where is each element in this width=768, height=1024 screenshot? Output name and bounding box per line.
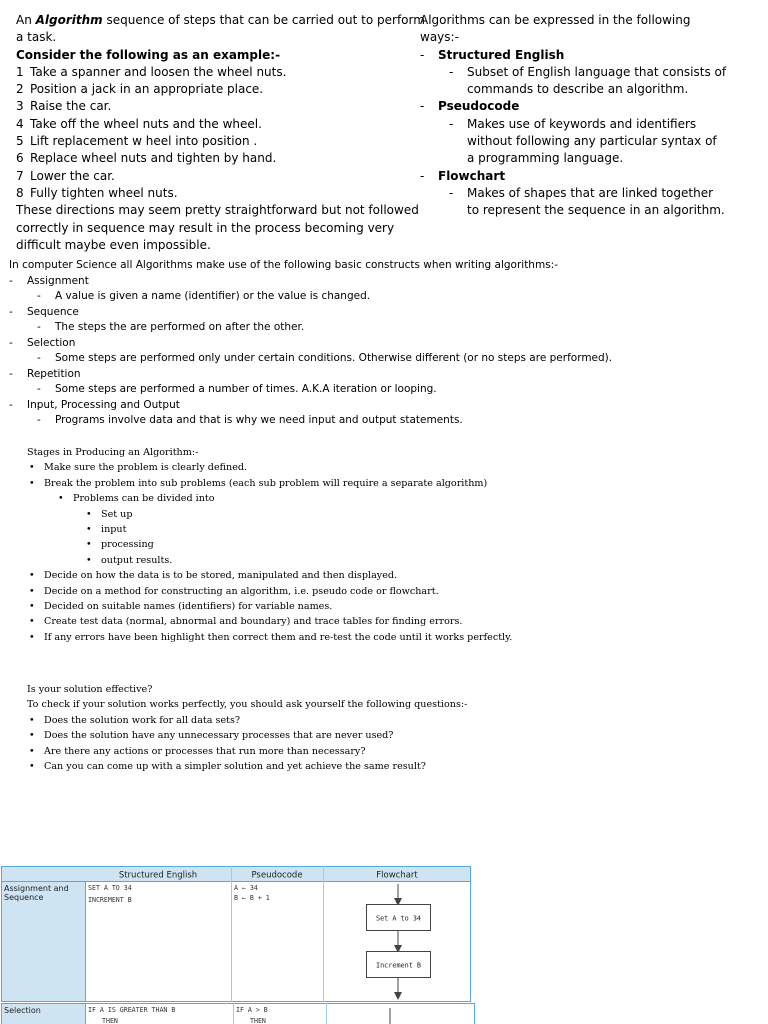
stage-subsubitem-text: output results. [101,554,173,566]
stage-item [27,584,747,599]
bullet-marker: • [29,570,35,582]
row1-label: Assignment and [4,884,69,893]
step-number: 8 [16,185,24,200]
question-text: Can you can come up with a simpler solution and yet achieve the same result? [44,761,426,773]
row1-pseudocode: A ← 34 [234,884,258,892]
way-desc-line [420,133,760,150]
intro-prefix: An [16,13,36,27]
dash-marker: - [9,336,13,349]
way-item [420,47,760,64]
stage-subsubitem-text: input [101,524,127,536]
way-desc-text: Subset of English language that consists of [467,64,727,79]
stage-item [27,630,747,645]
step-number: 4 [16,116,24,131]
dash-marker: - [420,47,425,62]
question-item [27,713,747,728]
construct-name: Selection [27,336,76,349]
question-text: Are there any actions or processes that run more than necessary? [44,745,366,757]
ways-heading-line2: ways:- [420,30,459,45]
bullet-marker: • [29,761,35,773]
intro-rest: sequence of steps that can be carried out to perform [102,13,425,27]
dash-marker: - [9,305,13,318]
construct-item [9,336,759,352]
intro-term-algorithm: Algorithm [35,13,103,27]
bullet-marker: • [29,585,35,597]
bullet-marker: • [29,462,35,474]
question-text: Does the solution work for all data sets? [44,714,241,726]
way-desc-text: a programming language. [467,151,624,166]
question-item [27,744,747,759]
construct-desc [9,351,759,367]
bullet-marker: • [29,477,35,489]
construct-desc-text: A value is given a name (identifier) or the value is changed. [55,290,371,302]
row1-structured-english: INCREMENT B [88,896,132,904]
way-desc-line [420,150,760,167]
step-text: Raise the car. [30,99,112,114]
row1-label: Sequence [4,893,44,902]
way-desc-text: Makes of shapes that are linked together [467,185,714,200]
way-desc-line [420,81,760,98]
header-flowchart: Flowchart [376,870,418,881]
step-text: Take off the wheel nuts and the wheel. [30,116,262,131]
example-step [16,81,416,98]
intro-continuation: a task. [16,30,57,45]
way-desc-text: commands to describe an algorithm. [467,82,689,97]
effective-heading: Is your solution effective? [27,684,153,695]
dash-marker: - [449,116,454,131]
bullet-marker: • [29,714,35,726]
expression-ways-column [420,12,760,220]
stage-subsubitem [27,507,747,522]
stage-text: Make sure the problem is clearly defined. [44,462,248,474]
example-step [16,150,416,167]
step-text: Position a jack in an appropriate place. [30,82,264,97]
step-number: 7 [16,168,24,183]
bullet-marker: • [86,554,92,566]
dash-marker: - [449,185,454,200]
construct-desc-text: Some steps are performed only under certain conditions. Otherwise different (or no steps are performed). [55,352,613,364]
effectiveness-section [27,682,747,774]
construct-item [9,398,759,414]
way-desc-line [420,202,760,219]
dash-marker: - [37,414,41,426]
question-text: Does the solution have any unnecessary processes that are never used? [44,730,394,742]
closing-line: These directions may seem pretty straightforward but not followed [16,203,419,218]
row2-pseudocode: THEN [250,1017,266,1024]
construct-desc [9,320,759,336]
example-step [16,168,416,185]
bullet-marker: • [29,616,35,628]
comparison-table-graphic [1,866,475,1024]
closing-line: correctly in sequence may result in the process becoming very [16,220,395,235]
way-desc-text: to represent the sequence in an algorithm. [467,203,725,218]
step-text: Fully tighten wheel nuts. [30,185,178,200]
stage-subsubitem-text: processing [101,539,154,551]
example-step [16,185,416,202]
stage-subitem [27,491,747,506]
algorithm-comparison-table [1,866,475,1024]
way-desc-line [420,64,760,81]
stage-subsubitem [27,522,747,537]
bullet-marker: • [86,508,92,520]
dash-marker: - [420,99,425,114]
way-name: Flowchart [438,168,506,183]
way-desc-text: Makes use of keywords and identifiers [467,116,697,131]
step-number: 6 [16,151,24,166]
dash-marker: - [37,352,41,364]
row1-body [86,882,471,1002]
construct-desc [9,382,759,398]
bullet-marker: • [29,631,35,643]
stage-item [27,599,747,614]
dash-marker: - [449,64,454,79]
construct-name: Input, Processing and Output [27,398,180,411]
stage-text: Decide on how the data is to be stored, manipulated and then displayed. [44,570,398,582]
stage-text: If any errors have been highlight then correct them and re-test the code until it works perfectly. [44,631,513,643]
row2-pseudocode: IF A > B [236,1006,268,1014]
stage-subsubitem [27,553,747,568]
way-name: Structured English [438,47,565,62]
stages-section [27,445,747,645]
stage-text: Decided on suitable names (identifiers) for variable names. [44,601,333,613]
row1-structured-english: SET A TO 34 [88,884,132,892]
intro-line [16,12,425,29]
row2-structured-english: THEN [102,1017,118,1024]
closing-line: difficult maybe even impossible. [16,237,211,252]
step-number: 5 [16,134,24,149]
stage-text: Break the problem into sub problems (each sub problem will require a separate algorithm) [44,477,488,489]
way-desc-line [420,116,760,133]
effective-intro: To check if your solution works perfectly, you should ask yourself the following questions:- [27,699,468,711]
question-item [27,728,747,743]
header-pseudocode: Pseudocode [251,870,303,881]
step-text: Lower the car. [30,168,115,183]
way-name: Pseudocode [438,99,520,114]
constructs-intro: In computer Science all Algorithms make use of the following basic constructs when writing algorithms:- [9,259,558,271]
construct-name: Repetition [27,367,81,380]
example-heading: Consider the following as an example:- [16,47,281,62]
dash-marker: - [9,274,13,287]
dash-marker: - [9,367,13,380]
stage-subsubitem [27,537,747,552]
stage-item [27,460,747,475]
example-step [16,133,416,150]
way-item [420,98,760,115]
stage-subitem-text: Problems can be divided into [73,493,215,505]
flow-box-increment-b-label: Increment B [375,961,422,970]
dash-marker: - [37,383,41,395]
bullet-marker: • [86,539,92,551]
algorithm-definition-column [16,12,425,254]
construct-item [9,274,759,290]
bullet-marker: • [58,493,64,505]
step-number: 1 [16,64,24,79]
example-steps-list [16,64,416,202]
way-desc-line [420,185,760,202]
dash-marker: - [420,168,425,183]
bullet-marker: • [29,745,35,757]
stage-item [27,476,747,491]
bullet-marker: • [86,524,92,536]
construct-name: Sequence [27,305,79,318]
row2-structured-english: IF A IS GREATER THAN B [88,1006,176,1014]
example-step [16,64,416,81]
stage-item [27,568,747,583]
example-step [16,98,416,115]
ways-heading-line1: Algorithms can be expressed in the following [420,13,691,27]
example-step [16,116,416,133]
dash-marker: - [37,290,41,302]
way-item [420,168,760,185]
step-number: 2 [16,82,24,97]
construct-desc [9,289,759,305]
construct-name: Assignment [27,274,89,287]
row2-label: Selection [4,1006,41,1015]
way-desc-text: without following any particular syntax of [467,134,717,149]
stage-text: Create test data (normal, abnormal and boundary) and trace tables for finding errors. [44,616,463,628]
step-text: Lift replacement w heel into position . [30,134,258,149]
stage-item [27,614,747,629]
construct-desc-text: Programs involve data and that is why we need input and output statements. [55,414,463,426]
bullet-marker: • [29,730,35,742]
dash-marker: - [9,398,13,411]
flow-box-set-a-label: Set A to 34 [375,914,422,923]
step-text: Take a spanner and loosen the wheel nuts. [30,64,287,79]
construct-item [9,367,759,383]
step-number: 3 [16,99,24,114]
stage-text: Decide on a method for constructing an algorithm, i.e. pseudo code or flowchart. [44,585,439,597]
header-structured-english: Structured English [118,870,198,881]
stage-subsubitem-text: Set up [101,508,133,520]
step-text: Replace wheel nuts and tighten by hand. [30,151,277,166]
basic-constructs-section [9,258,759,429]
question-item [27,759,747,774]
construct-desc-text: The steps the are performed on after the other. [55,321,305,333]
construct-item [9,305,759,321]
construct-desc [9,413,759,429]
bullet-marker: • [29,601,35,613]
dash-marker: - [37,321,41,333]
row1-pseudocode: B ← B + 1 [234,894,270,902]
stages-heading: Stages in Producing an Algorithm:- [27,447,199,458]
construct-desc-text: Some steps are performed a number of times. A.K.A iteration or looping. [55,383,437,395]
